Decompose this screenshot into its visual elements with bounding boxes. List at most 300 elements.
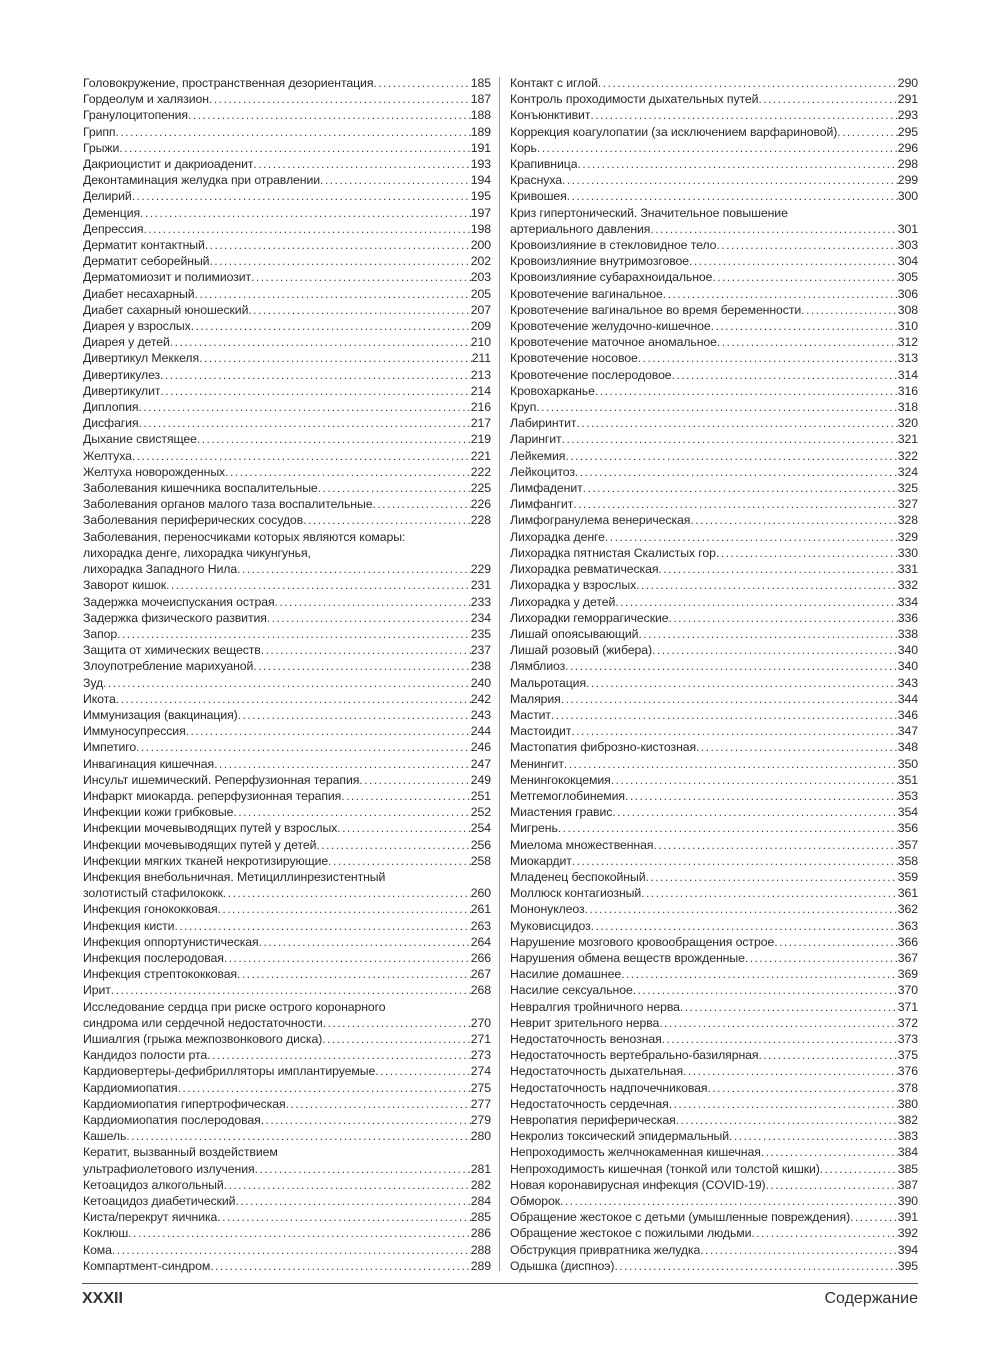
toc-leader-dots xyxy=(745,950,898,966)
toc-entry[interactable] xyxy=(510,512,918,528)
toc-leader-dots xyxy=(614,1258,897,1274)
toc-entry[interactable] xyxy=(83,642,491,658)
toc-leader-dots xyxy=(116,124,471,140)
toc-entry-title: Дерматит контактный xyxy=(83,238,205,253)
toc-entry[interactable] xyxy=(510,739,918,755)
toc-entry-title: Гордеолум и халязион xyxy=(83,92,209,107)
toc-leader-dots xyxy=(605,529,898,545)
toc-leader-dots xyxy=(328,853,471,869)
toc-entry-page: 390 xyxy=(897,1194,918,1209)
toc-entry[interactable] xyxy=(510,869,918,885)
toc-entry[interactable] xyxy=(83,1242,491,1258)
toc-entry-page: 303 xyxy=(897,238,918,253)
toc-entry-page: 256 xyxy=(470,837,491,852)
toc-entry[interactable] xyxy=(510,107,918,123)
toc-entry-page: 214 xyxy=(470,383,491,398)
toc-entry[interactable] xyxy=(510,1096,918,1112)
toc-entry[interactable] xyxy=(510,318,918,334)
toc-entry-title: Моллюск контагиозный xyxy=(510,886,642,901)
toc-entry[interactable] xyxy=(83,934,491,950)
toc-entry[interactable] xyxy=(510,269,918,285)
toc-leader-dots xyxy=(237,966,471,982)
toc-entry-title: Кератит, вызванный воздействием xyxy=(83,1145,278,1160)
toc-entry[interactable] xyxy=(510,1242,918,1258)
toc-entry-page: 289 xyxy=(470,1258,491,1273)
toc-leader-dots xyxy=(225,464,471,480)
toc-entry[interactable] xyxy=(83,480,491,496)
toc-entry[interactable] xyxy=(83,1177,491,1193)
toc-entry-title: Кровотечение носовое xyxy=(510,351,638,366)
toc-entry-title: Инвагинация кишечная xyxy=(83,756,215,771)
toc-leader-dots xyxy=(615,594,898,610)
toc-entry[interactable] xyxy=(83,610,491,626)
toc-entry-title: Обращение жестокое с пожилыми людьми xyxy=(510,1226,752,1241)
toc-entry[interactable] xyxy=(83,1047,491,1063)
toc-entry[interactable] xyxy=(510,788,918,804)
toc-entry[interactable] xyxy=(83,91,491,107)
toc-entry[interactable] xyxy=(83,302,491,318)
toc-entry[interactable] xyxy=(510,480,918,496)
toc-entry-page: 284 xyxy=(470,1194,491,1209)
toc-leader-dots xyxy=(197,431,471,447)
toc-entry[interactable] xyxy=(510,205,918,237)
toc-entry-page: 387 xyxy=(897,1177,918,1192)
toc-entry-title: Кашель xyxy=(83,1129,127,1144)
toc-entry-page: 305 xyxy=(897,270,918,285)
toc-entry-title: Инфаркт миокарда. реперфузионная терапия xyxy=(83,788,342,803)
toc-entry[interactable] xyxy=(510,1047,918,1063)
toc-entry-page: 194 xyxy=(470,173,491,188)
toc-entry[interactable] xyxy=(510,723,918,739)
toc-entry-page: 304 xyxy=(897,254,918,269)
toc-entry[interactable] xyxy=(510,464,918,480)
toc-leader-dots xyxy=(707,1080,897,1096)
toc-entry[interactable] xyxy=(510,966,918,982)
toc-entry[interactable] xyxy=(510,999,918,1015)
toc-entry-page: 334 xyxy=(897,594,918,609)
toc-entry-page: 202 xyxy=(470,254,491,269)
toc-entry-page: 310 xyxy=(897,319,918,334)
toc-leader-dots xyxy=(138,399,470,415)
toc-entry-title: Невралгия тройничного нерва xyxy=(510,999,680,1014)
toc-entry[interactable] xyxy=(510,561,918,577)
toc-entry[interactable] xyxy=(83,415,491,431)
toc-column-left xyxy=(83,75,491,1274)
toc-entry[interactable] xyxy=(510,91,918,107)
toc-entry-title: Непроходимость кишечная (тонкой или толстой кишки) xyxy=(510,1161,820,1176)
toc-entry-page: 188 xyxy=(470,108,491,123)
toc-entry-page: 332 xyxy=(897,578,918,593)
toc-entry[interactable] xyxy=(510,415,918,431)
toc-entry[interactable] xyxy=(83,205,491,221)
toc-entry[interactable] xyxy=(510,140,918,156)
toc-entry[interactable] xyxy=(510,1225,918,1241)
toc-entry[interactable] xyxy=(510,756,918,772)
toc-entry[interactable] xyxy=(510,1144,918,1160)
toc-entry[interactable] xyxy=(83,772,491,788)
toc-entry[interactable] xyxy=(510,577,918,593)
toc-entry[interactable] xyxy=(83,804,491,820)
toc-entry-title: Краснуха xyxy=(510,173,562,188)
toc-entry[interactable] xyxy=(510,772,918,788)
toc-entry-title: Миастения гравис xyxy=(510,805,613,820)
toc-entry[interactable] xyxy=(83,675,491,691)
toc-entry-page: 331 xyxy=(897,562,918,577)
toc-entry[interactable] xyxy=(510,1177,918,1193)
toc-entry-page: 266 xyxy=(470,950,491,965)
toc-leader-dots xyxy=(766,1177,898,1193)
toc-leader-dots xyxy=(261,1112,471,1128)
toc-entry[interactable] xyxy=(83,383,491,399)
toc-entry-title: Инфекция гонококковая xyxy=(83,902,218,917)
toc-entry[interactable] xyxy=(510,1031,918,1047)
toc-entry[interactable] xyxy=(510,1258,918,1274)
toc-leader-dots xyxy=(583,480,898,496)
toc-leader-dots xyxy=(659,1015,898,1031)
toc-entry[interactable] xyxy=(83,253,491,269)
toc-entry-page: 316 xyxy=(897,383,918,398)
toc-entry[interactable] xyxy=(510,124,918,140)
toc-entry[interactable] xyxy=(510,253,918,269)
toc-leader-dots xyxy=(191,318,471,334)
toc-entry[interactable] xyxy=(83,350,491,366)
toc-entry-page: 296 xyxy=(897,140,918,155)
toc-entry[interactable] xyxy=(83,496,491,512)
toc-entry-title: Головокружение, пространственная дезориентация xyxy=(83,76,374,90)
toc-entry[interactable] xyxy=(83,286,491,302)
toc-entry-title: Инфекции мочевыводящих путей у детей xyxy=(83,837,317,852)
toc-entry-title: Лимфангит xyxy=(510,497,574,512)
toc-entry-page: 275 xyxy=(470,1080,491,1095)
toc-entry[interactable] xyxy=(83,837,491,853)
toc-leader-dots xyxy=(267,610,471,626)
toc-entry-title: Заболевания периферических сосудов xyxy=(83,513,304,528)
toc-leader-dots xyxy=(611,772,898,788)
toc-entry-page: 288 xyxy=(470,1242,491,1257)
toc-entry[interactable] xyxy=(83,950,491,966)
toc-entry[interactable] xyxy=(510,75,918,91)
toc-entry[interactable] xyxy=(510,350,918,366)
toc-leader-dots xyxy=(209,253,470,269)
toc-entry-page: 344 xyxy=(897,691,918,706)
toc-entry[interactable] xyxy=(510,885,918,901)
toc-entry[interactable] xyxy=(510,448,918,464)
toc-entry[interactable] xyxy=(83,999,491,1031)
toc-entry[interactable] xyxy=(510,399,918,415)
toc-entry-page: 205 xyxy=(470,286,491,301)
toc-entry-title: ультрафиолетового излучения xyxy=(83,1161,255,1176)
toc-entry-page: 322 xyxy=(897,448,918,463)
toc-entry-title: лихорадка Западного Нила xyxy=(83,562,238,577)
toc-leader-dots xyxy=(238,707,471,723)
toc-entry[interactable] xyxy=(510,188,918,204)
toc-entry-page: 263 xyxy=(470,918,491,933)
toc-entry-title: Инфекция кисти xyxy=(83,918,175,933)
toc-entry[interactable] xyxy=(510,302,918,318)
toc-entry-page: 242 xyxy=(470,691,491,706)
toc-leader-dots xyxy=(662,1031,898,1047)
toc-entry[interactable] xyxy=(510,1193,918,1209)
toc-entry-page: 351 xyxy=(897,772,918,787)
toc-entry-title: Заболевания кишечника воспалительные xyxy=(83,481,318,496)
toc-entry[interactable] xyxy=(83,107,491,123)
toc-entry[interactable] xyxy=(83,172,491,188)
toc-entry[interactable] xyxy=(510,626,918,642)
toc-entry-title: Кровотечение желудочно-кишечное xyxy=(510,319,711,334)
toc-entry[interactable] xyxy=(83,334,491,350)
toc-entry-title: Кардиомиопатия послеродовая xyxy=(83,1113,261,1127)
toc-entry-title: Лихорадка ревматическая xyxy=(510,562,659,577)
toc-entry-page: 290 xyxy=(897,76,918,90)
toc-leader-dots xyxy=(160,367,471,383)
toc-leader-dots xyxy=(690,512,897,528)
toc-entry[interactable] xyxy=(83,626,491,642)
toc-entry[interactable] xyxy=(83,448,491,464)
toc-entry-page: 324 xyxy=(897,464,918,479)
toc-entry-title: Лямблиоз xyxy=(510,659,566,674)
toc-entry-title: Недостаточность надпочечниковая xyxy=(510,1080,708,1095)
toc-entry[interactable] xyxy=(83,982,491,998)
toc-entry[interactable] xyxy=(510,367,918,383)
toc-entry[interactable] xyxy=(83,658,491,674)
toc-entry[interactable] xyxy=(510,675,918,691)
toc-entry[interactable] xyxy=(83,820,491,836)
toc-entry[interactable] xyxy=(510,901,918,917)
toc-leader-dots xyxy=(214,756,471,772)
toc-entry[interactable] xyxy=(510,594,918,610)
toc-entry[interactable] xyxy=(510,610,918,626)
toc-entry[interactable] xyxy=(83,756,491,772)
toc-entry-page: 361 xyxy=(897,886,918,901)
toc-entry[interactable] xyxy=(83,707,491,723)
toc-leader-dots xyxy=(195,286,471,302)
toc-entry[interactable] xyxy=(510,1063,918,1079)
toc-entry-page: 312 xyxy=(897,335,918,350)
toc-entry[interactable] xyxy=(510,837,918,853)
toc-entry-page: 240 xyxy=(470,675,491,690)
toc-entry[interactable] xyxy=(510,1128,918,1144)
toc-leader-dots xyxy=(573,496,898,512)
toc-entry[interactable] xyxy=(83,318,491,334)
toc-entry-title: Депрессия xyxy=(83,221,144,236)
toc-entry-page: 328 xyxy=(897,513,918,528)
toc-entry-page: 306 xyxy=(897,286,918,301)
toc-entry[interactable] xyxy=(83,269,491,285)
toc-entry-page: 219 xyxy=(470,432,491,447)
toc-entry[interactable] xyxy=(510,1209,918,1225)
toc-entry-title: Злоупотребление марихуаной xyxy=(83,659,254,674)
toc-entry[interactable] xyxy=(83,918,491,934)
toc-entry[interactable] xyxy=(510,156,918,172)
toc-entry[interactable] xyxy=(83,156,491,172)
toc-entry-page: 346 xyxy=(897,707,918,722)
toc-leader-dots xyxy=(322,1031,471,1047)
toc-entry-title: Обращение жестокое с детьми (умышленные повреждения) xyxy=(510,1210,851,1225)
toc-entry-page: 291 xyxy=(897,92,918,107)
toc-leader-dots xyxy=(572,853,898,869)
toc-entry-page: 281 xyxy=(470,1161,491,1176)
toc-entry[interactable] xyxy=(510,820,918,836)
toc-entry[interactable] xyxy=(510,642,918,658)
toc-entry[interactable] xyxy=(83,1209,491,1225)
toc-leader-dots xyxy=(625,788,898,804)
toc-entry[interactable] xyxy=(83,188,491,204)
toc-entry[interactable] xyxy=(510,918,918,934)
toc-entry[interactable] xyxy=(83,1193,491,1209)
toc-leader-dots xyxy=(669,1096,898,1112)
toc-entry-title: Дыхание свистящее xyxy=(83,432,197,447)
toc-entry-title: Запор xyxy=(83,626,118,641)
toc-entry-title: Кровоизлияние субарахноидальное xyxy=(510,270,713,285)
toc-entry-title: Желтуха xyxy=(83,448,132,463)
toc-entry[interactable] xyxy=(83,577,491,593)
toc-entry[interactable] xyxy=(83,1128,491,1144)
toc-leader-dots xyxy=(251,269,471,285)
toc-column-right xyxy=(510,75,918,1274)
toc-entry[interactable] xyxy=(83,124,491,140)
toc-entry[interactable] xyxy=(83,367,491,383)
toc-entry[interactable] xyxy=(510,383,918,399)
toc-entry[interactable] xyxy=(83,237,491,253)
toc-entry-page: 244 xyxy=(470,724,491,739)
toc-entry[interactable] xyxy=(83,1096,491,1112)
toc-entry[interactable] xyxy=(83,966,491,982)
toc-entry-title: Дивертикулит xyxy=(83,383,161,398)
toc-entry[interactable] xyxy=(510,853,918,869)
toc-leader-dots xyxy=(119,140,471,156)
toc-entry[interactable] xyxy=(83,140,491,156)
toc-entry[interactable] xyxy=(510,545,918,561)
toc-entry[interactable] xyxy=(510,496,918,512)
toc-entry-page: 207 xyxy=(470,302,491,317)
toc-entry[interactable] xyxy=(83,1112,491,1128)
toc-entry[interactable] xyxy=(83,512,491,528)
toc-entry[interactable] xyxy=(510,1080,918,1096)
toc-entry[interactable] xyxy=(83,691,491,707)
toc-entry[interactable] xyxy=(510,707,918,723)
toc-entry[interactable] xyxy=(83,464,491,480)
toc-leader-dots xyxy=(160,383,470,399)
toc-entry-title: Мастит xyxy=(510,707,551,722)
toc-entry-page: 347 xyxy=(897,724,918,739)
toc-entry-title: Защита от химических веществ xyxy=(83,643,261,658)
toc-entry[interactable] xyxy=(83,75,491,91)
toc-entry-title: Нарушения обмена веществ врожденные xyxy=(510,950,745,965)
toc-entry-title: Лихорадка у взрослых xyxy=(510,578,637,593)
toc-entry[interactable] xyxy=(83,869,491,901)
toc-entry-title: Мигрень xyxy=(510,821,558,836)
toc-leader-dots xyxy=(712,269,897,285)
toc-entry[interactable] xyxy=(510,804,918,820)
toc-entry[interactable] xyxy=(510,1112,918,1128)
toc-leader-dots xyxy=(209,91,471,107)
toc-entry-page: 247 xyxy=(470,756,491,771)
toc-entry[interactable] xyxy=(510,691,918,707)
toc-entry[interactable] xyxy=(83,901,491,917)
toc-leader-dots xyxy=(111,982,471,998)
toc-entry[interactable] xyxy=(83,1144,491,1176)
toc-entry-page: 329 xyxy=(897,529,918,544)
toc-entry[interactable] xyxy=(510,982,918,998)
toc-entry-title: Инфекции мочевыводящих путей у взрослых xyxy=(83,821,338,836)
toc-entry-page: 378 xyxy=(897,1080,918,1095)
toc-entry-page: 200 xyxy=(470,238,491,253)
toc-entry-title: Мастоидит xyxy=(510,724,572,739)
toc-entry-page: 191 xyxy=(470,140,491,155)
toc-entry-page: 371 xyxy=(897,999,918,1014)
toc-entry[interactable] xyxy=(83,1080,491,1096)
toc-entry[interactable] xyxy=(510,934,918,950)
toc-entry-title: синдрома или сердечной недостаточности xyxy=(83,1015,323,1030)
toc-leader-dots xyxy=(359,772,471,788)
toc-leader-dots xyxy=(565,658,898,674)
toc-entry[interactable] xyxy=(510,1161,918,1177)
toc-leader-dots xyxy=(166,577,471,593)
toc-leader-dots xyxy=(717,334,898,350)
toc-entry[interactable] xyxy=(83,723,491,739)
toc-entry[interactable] xyxy=(83,221,491,237)
toc-entry-title: Насилие домашнее xyxy=(510,967,622,982)
toc-entry[interactable] xyxy=(510,334,918,350)
toc-leader-dots xyxy=(653,837,897,853)
toc-entry-title: Круп xyxy=(510,400,537,415)
toc-entry[interactable] xyxy=(83,431,491,447)
toc-leader-dots xyxy=(696,739,898,755)
toc-leader-dots xyxy=(188,107,471,123)
toc-entry[interactable] xyxy=(83,853,491,869)
toc-entry-page: 277 xyxy=(470,1096,491,1111)
toc-entry-title: Диарея у взрослых xyxy=(83,319,191,334)
toc-entry[interactable] xyxy=(510,950,918,966)
toc-entry-title: Кетоацидоз диабетический xyxy=(83,1194,236,1209)
toc-leader-dots xyxy=(650,221,897,237)
toc-entry[interactable] xyxy=(510,286,918,302)
toc-entry[interactable] xyxy=(510,529,918,545)
toc-entry[interactable] xyxy=(510,172,918,188)
toc-entry-title: Обморок xyxy=(510,1194,560,1209)
toc-entry-title: Крапивница xyxy=(510,157,578,172)
toc-leader-dots xyxy=(641,885,898,901)
toc-entry[interactable] xyxy=(83,529,491,578)
toc-entry[interactable] xyxy=(510,431,918,447)
toc-entry[interactable] xyxy=(83,1225,491,1241)
toc-entry[interactable] xyxy=(83,1063,491,1079)
toc-leader-dots xyxy=(233,804,470,820)
toc-entry-title: Лихорадки геморрагические xyxy=(510,610,669,625)
toc-entry-title: Заболевания органов малого таза воспалительные xyxy=(83,497,373,512)
toc-entry-page: 308 xyxy=(897,302,918,317)
toc-entry[interactable] xyxy=(510,658,918,674)
toc-leader-dots xyxy=(174,918,470,934)
toc-leader-dots xyxy=(837,124,898,140)
toc-entry-title: Инфекция внебольничная. Метициллинрезистентный xyxy=(83,869,386,884)
toc-entry-page: 203 xyxy=(470,270,491,285)
toc-entry[interactable] xyxy=(83,1258,491,1274)
toc-entry[interactable] xyxy=(83,1031,491,1047)
toc-entry[interactable] xyxy=(83,788,491,804)
toc-entry[interactable] xyxy=(83,399,491,415)
toc-entry[interactable] xyxy=(83,739,491,755)
toc-leader-dots xyxy=(565,448,897,464)
toc-entry-title: Лейкоцитоз xyxy=(510,464,575,479)
toc-entry-title: Недостаточность венозная xyxy=(510,1031,662,1046)
toc-entry[interactable] xyxy=(510,237,918,253)
toc-leader-dots xyxy=(595,383,898,399)
toc-entry-page: 373 xyxy=(897,1031,918,1046)
toc-leader-dots xyxy=(711,318,898,334)
toc-entry[interactable] xyxy=(510,1015,918,1031)
toc-entry[interactable] xyxy=(83,594,491,610)
